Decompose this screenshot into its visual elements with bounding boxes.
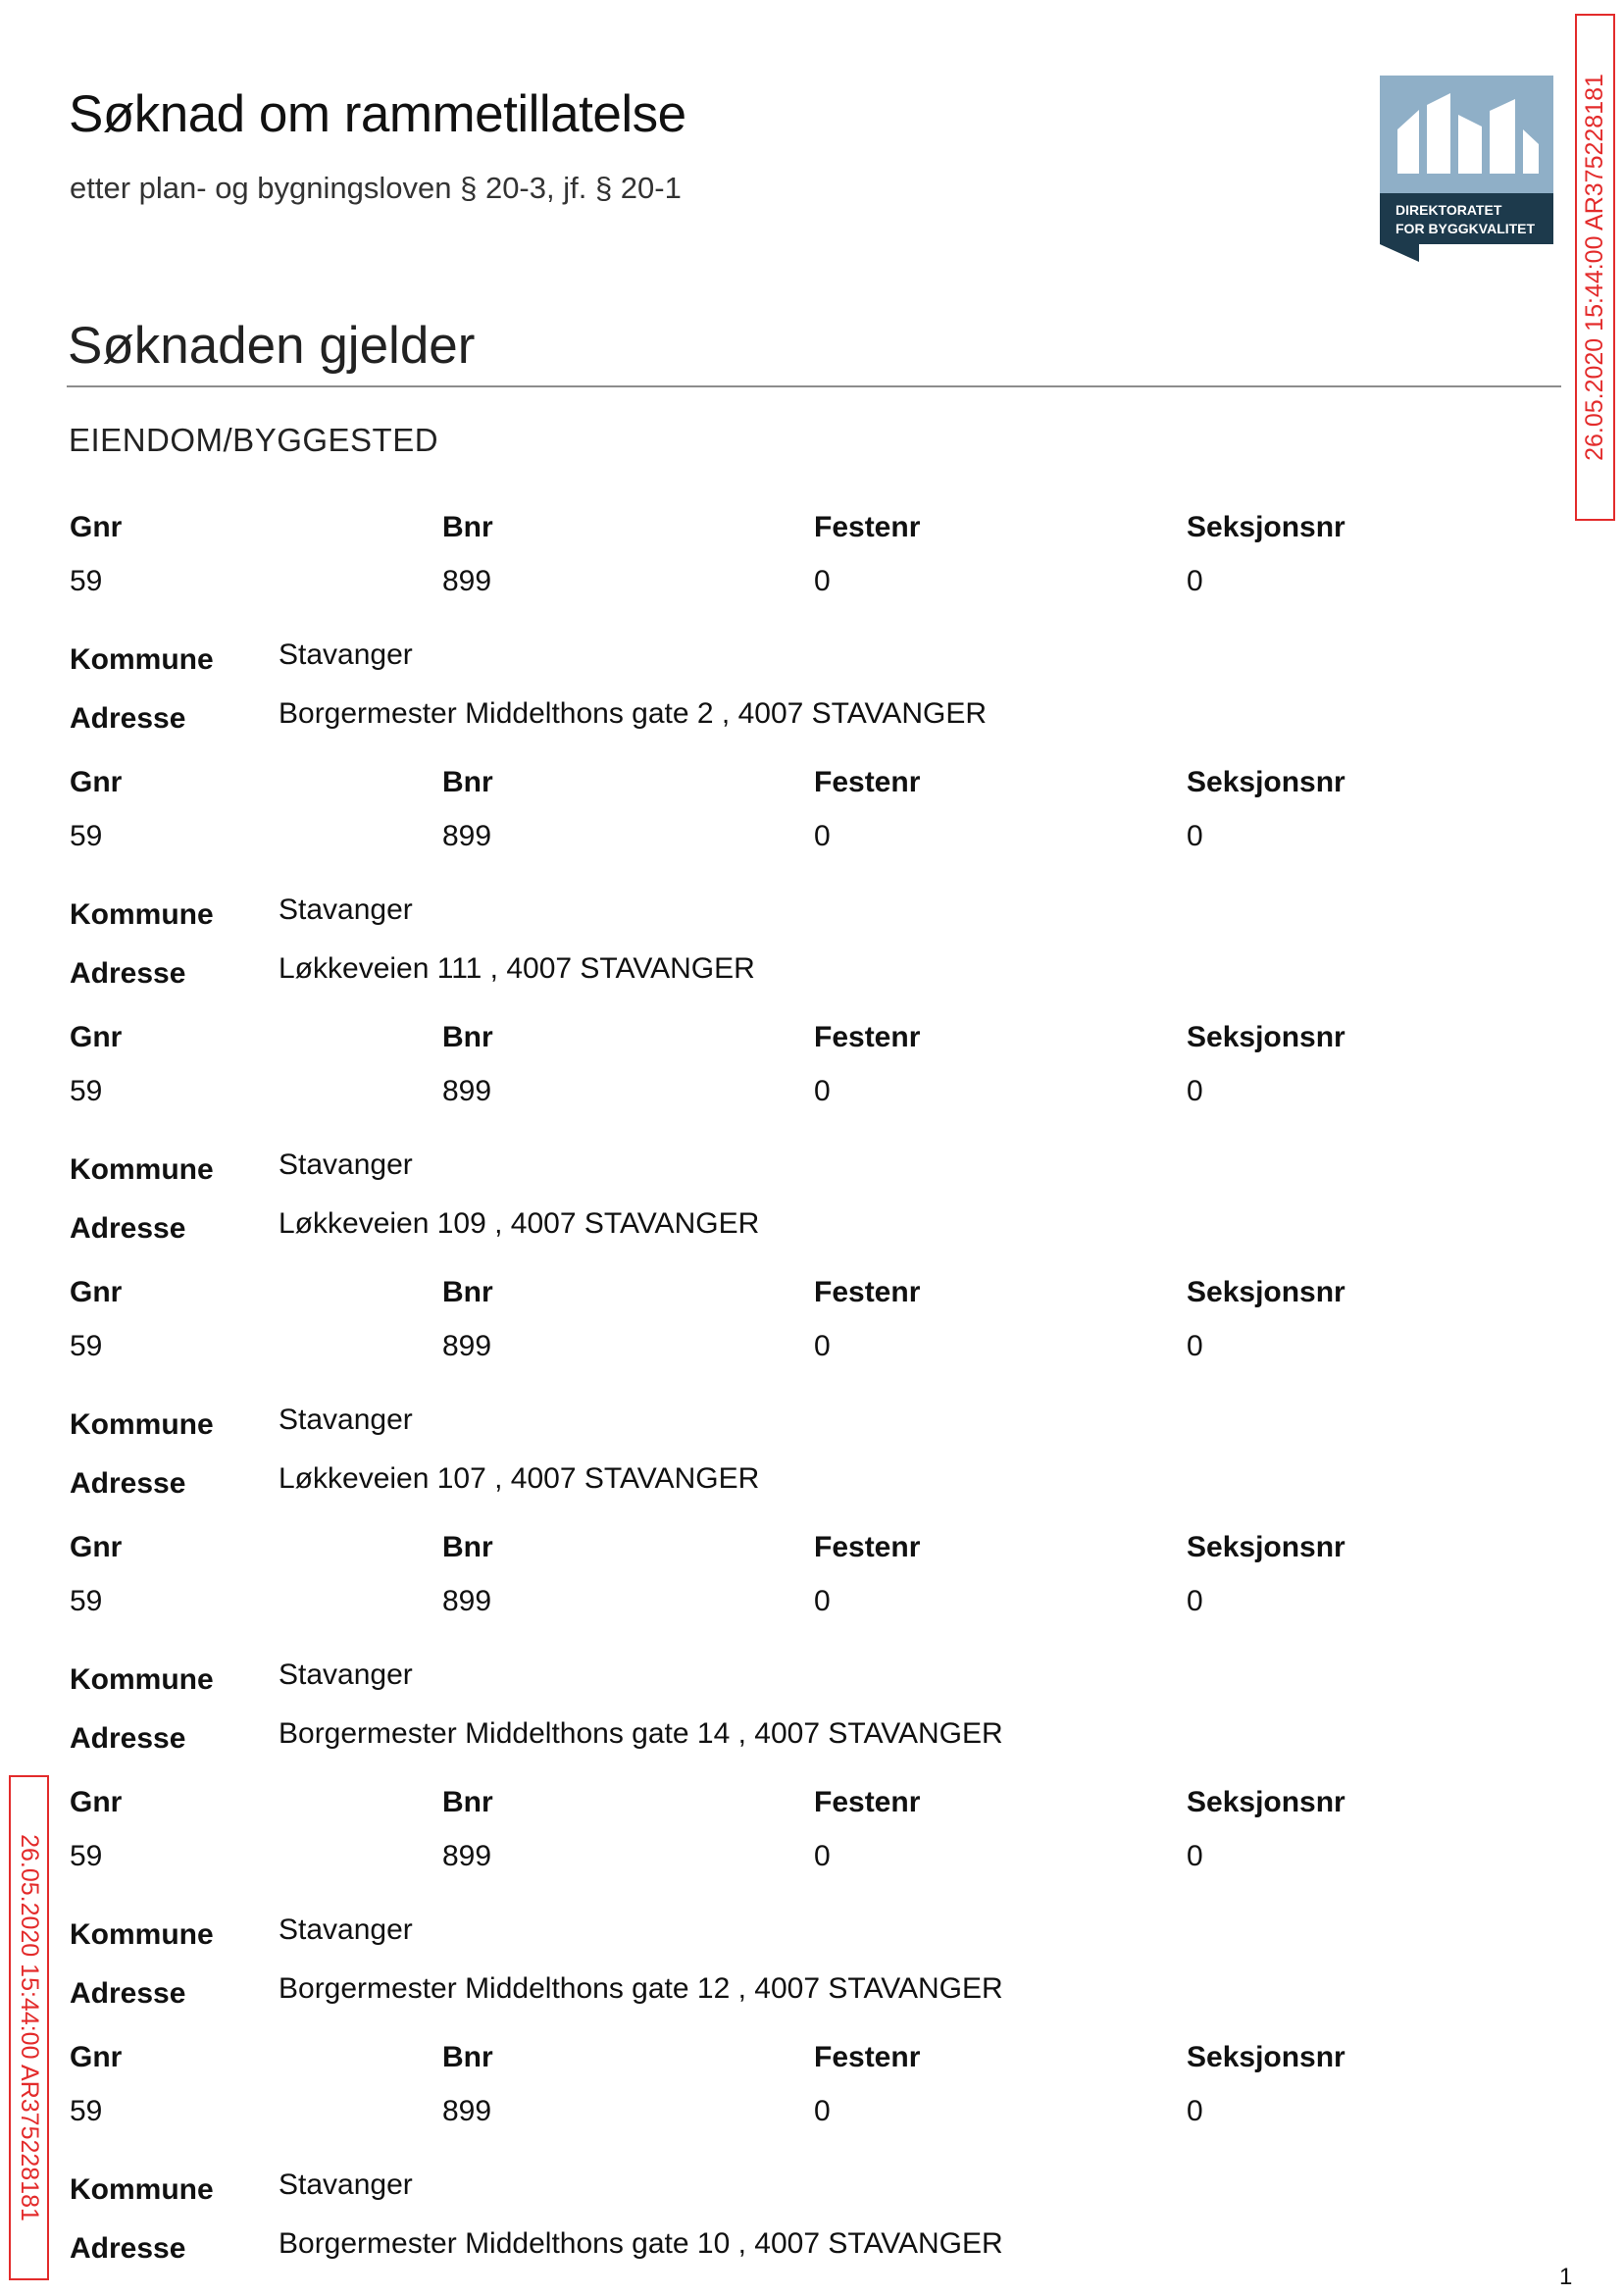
festenr-label: Festenr [814, 1786, 921, 1818]
seksjonsnr-label: Seksjonsnr [1187, 1786, 1345, 1818]
seksjonsnr-label: Seksjonsnr [1187, 766, 1345, 798]
bnr-label: Bnr [442, 2041, 493, 2073]
seksjonsnr-label: Seksjonsnr [1187, 2041, 1345, 2073]
seksjonsnr-value: 0 [1187, 1075, 1203, 1107]
timestamp-stamp-top [1575, 14, 1615, 521]
bnr-label: Bnr [442, 511, 493, 543]
stamp-text: 26.05.2020 15:44:00 AR375228181 [16, 1834, 43, 2221]
gnr-value: 59 [70, 2095, 103, 2127]
property-block [70, 511, 1541, 766]
timestamp-stamp-bottom [9, 1775, 49, 2280]
adresse-label: Adresse [70, 1977, 186, 2010]
kommune-label: Kommune [70, 2173, 214, 2206]
festenr-value: 0 [814, 1840, 831, 1872]
kommune-value: Stavanger [279, 2168, 413, 2201]
gnr-label: Gnr [70, 511, 123, 543]
document-title: Søknad om rammetillatelse [69, 85, 686, 143]
logo-text-line2: FOR BYGGKVALITET [1396, 221, 1536, 236]
section-title: Søknaden gjelder [68, 317, 476, 375]
gnr-value: 59 [70, 1075, 103, 1107]
bnr-value: 899 [442, 1840, 492, 1872]
gnr-value: 59 [70, 820, 103, 852]
festenr-label: Festenr [814, 766, 921, 798]
property-block [70, 1021, 1541, 1276]
seksjonsnr-value: 0 [1187, 1840, 1203, 1872]
seksjonsnr-label: Seksjonsnr [1187, 511, 1345, 543]
kommune-label: Kommune [70, 898, 214, 931]
kommune-label: Kommune [70, 1153, 214, 1186]
bnr-label: Bnr [442, 1021, 493, 1053]
seksjonsnr-label: Seksjonsnr [1187, 1021, 1345, 1053]
seksjonsnr-value: 0 [1187, 1585, 1203, 1617]
festenr-value: 0 [814, 1330, 831, 1362]
gnr-label: Gnr [70, 1786, 123, 1818]
bnr-value: 899 [442, 565, 492, 597]
gnr-value: 59 [70, 1585, 103, 1617]
festenr-value: 0 [814, 1075, 831, 1107]
kommune-label: Kommune [70, 643, 214, 676]
adresse-value: Borgermester Middelthons gate 14 , 4007 STAVANGER [279, 1717, 1003, 1750]
kommune-label: Kommune [70, 1408, 214, 1441]
festenr-label: Festenr [814, 1276, 921, 1308]
gnr-value: 59 [70, 565, 103, 597]
kommune-value: Stavanger [279, 893, 413, 926]
adresse-label: Adresse [70, 1722, 186, 1755]
bnr-label: Bnr [442, 1786, 493, 1818]
adresse-value: Borgermester Middelthons gate 12 , 4007 STAVANGER [279, 1972, 1003, 2005]
kommune-value: Stavanger [279, 1403, 413, 1436]
bnr-value: 899 [442, 1585, 492, 1617]
seksjonsnr-value: 0 [1187, 820, 1203, 852]
festenr-value: 0 [814, 2095, 831, 2127]
adresse-value: Løkkeveien 111 , 4007 STAVANGER [279, 952, 755, 985]
gnr-label: Gnr [70, 766, 123, 798]
bnr-label: Bnr [442, 1276, 493, 1308]
adresse-value: Borgermester Middelthons gate 10 , 4007 STAVANGER [279, 2227, 1003, 2260]
bnr-value: 899 [442, 820, 492, 852]
festenr-label: Festenr [814, 2041, 921, 2073]
kommune-value: Stavanger [279, 1658, 413, 1691]
seksjonsnr-value: 0 [1187, 2095, 1203, 2127]
adresse-label: Adresse [70, 1467, 186, 1500]
bnr-value: 899 [442, 2095, 492, 2127]
stamp-text: 26.05.2020 15:44:00 AR375228181 [1581, 74, 1608, 461]
page-number: 1 [1559, 2264, 1573, 2290]
logo-text-line1: DIREKTORATET [1396, 202, 1502, 218]
gnr-value: 59 [70, 1330, 103, 1362]
property-block [70, 1276, 1541, 1531]
seksjonsnr-value: 0 [1187, 1330, 1203, 1362]
festenr-value: 0 [814, 1585, 831, 1617]
logo-flag-tail [1380, 244, 1419, 262]
adresse-label: Adresse [70, 702, 186, 735]
gnr-label: Gnr [70, 1021, 123, 1053]
bnr-label: Bnr [442, 1531, 493, 1563]
festenr-label: Festenr [814, 1021, 921, 1053]
seksjonsnr-label: Seksjonsnr [1187, 1276, 1345, 1308]
property-block [70, 1786, 1541, 2041]
bnr-value: 899 [442, 1330, 492, 1362]
adresse-label: Adresse [70, 2232, 186, 2265]
seksjonsnr-label: Seksjonsnr [1187, 1531, 1345, 1563]
kommune-value: Stavanger [279, 638, 413, 671]
festenr-value: 0 [814, 565, 831, 597]
property-block [70, 2041, 1541, 2296]
adresse-label: Adresse [70, 1212, 186, 1245]
property-block [70, 1531, 1541, 1786]
seksjonsnr-value: 0 [1187, 565, 1203, 597]
kommune-value: Stavanger [279, 1913, 413, 1946]
bnr-value: 899 [442, 1075, 492, 1107]
group-label: EIENDOM/BYGGESTED [69, 422, 439, 458]
adresse-value: Borgermester Middelthons gate 2 , 4007 STAVANGER [279, 697, 988, 730]
property-block [70, 766, 1541, 1021]
gnr-label: Gnr [70, 1276, 123, 1308]
dibk-logo [1380, 76, 1553, 262]
section-divider [67, 385, 1561, 387]
adresse-value: Løkkeveien 109 , 4007 STAVANGER [279, 1207, 760, 1240]
gnr-label: Gnr [70, 2041, 123, 2073]
adresse-value: Løkkeveien 107 , 4007 STAVANGER [279, 1462, 760, 1495]
document-subtitle: etter plan- og bygningsloven § 20-3, jf. § 20-1 [70, 171, 682, 205]
kommune-label: Kommune [70, 1918, 214, 1951]
logo-bottom-panel [1380, 193, 1553, 244]
festenr-label: Festenr [814, 1531, 921, 1563]
gnr-value: 59 [70, 1840, 103, 1872]
gnr-label: Gnr [70, 1531, 123, 1563]
kommune-label: Kommune [70, 1663, 214, 1696]
bnr-label: Bnr [442, 766, 493, 798]
festenr-label: Festenr [814, 511, 921, 543]
kommune-value: Stavanger [279, 1148, 413, 1181]
festenr-value: 0 [814, 820, 831, 852]
adresse-label: Adresse [70, 957, 186, 990]
